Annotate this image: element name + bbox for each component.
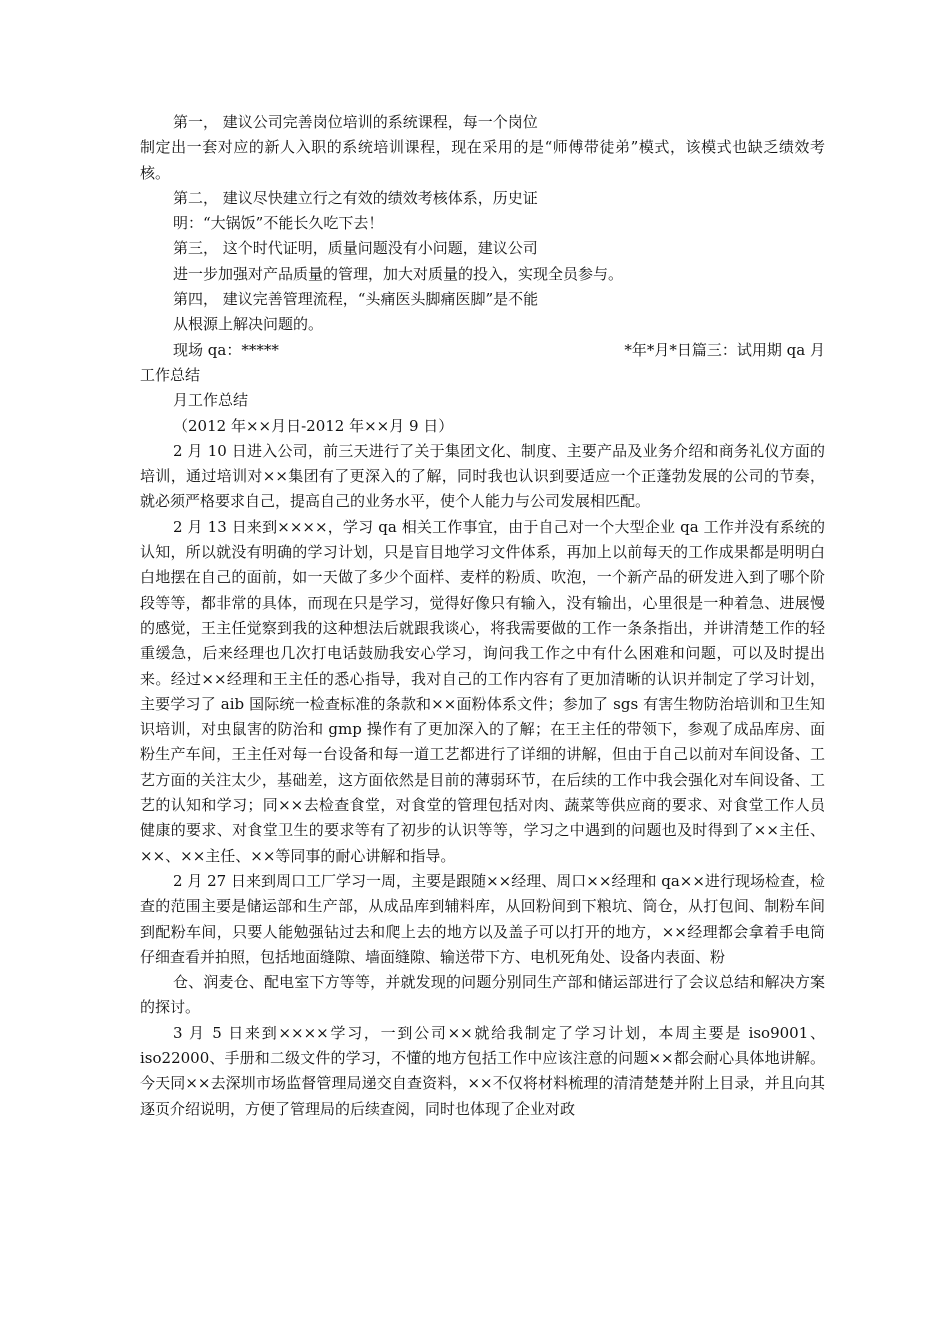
- signature-date-heading: *年*月*日篇三：试用期 qa 月: [624, 340, 825, 359]
- suggestion-3-text: 进一步加强对产品质量的管理，加大对质量的投入，实现全员参与。: [173, 264, 624, 283]
- paragraph-feb-13: 2 月 13 日来到××××，学习 qa 相关工作事宜，由于自己对一个大型企业 qa 工作并没有系统的认知，所以就没有明确的学习计划，只是盲目地学习文件体系，再加上以前每天的工作成果都是明明白白地摆在自己的面前，如一天做了多少个面样、麦样的粉质、吹泡，一个新产品的研发进入到了哪个阶段等等，都非常的具体，而现在只是学习，觉得好像只有输入，没有输出，心里很是一种着急、进展慢的感觉，王主任觉察到我的这种想法后就跟我谈心，将我需要做的工作一条条指出，并讲清楚工作的轻重缓急，后来经理也几次打电话鼓励我安心学习，询问我工作之中有什么困难和问题，可以及时提出来。经过××经理和王主任的悉心指导，我对自己的工作内容有了更加清晰的认识并制定了学习计划，主要学习了 aib 国际统一检查标准的条款和××面粉体系文件；参加了 sgs 有害生物防治培训和卫生知识培训，对虫鼠害的防治和 gmp 操作有了更加深入的了解；在王主任的带领下，参观了成品库房、面粉生产车间，王主任对每一台设备和每一道工艺都进行了详细的讲解，但由于自己以前对车间设备、工艺方面的关注太少，基础差，这方面依然是目前的薄弱环节，在后续的工作中我会强化对车间设备、工艺的认知和学习；同××去检查食堂，对食堂的管理包括对肉、蔬菜等供应商的要求、对食堂工作人员健康的要求、对食堂卫生的要求等有了初步的认识等等，学习之中遇到的问题也及时得到了××主任、××、××主任、××等同事的耐心讲解和指导。: [140, 517, 825, 865]
- paragraph-mar-5: 3 月 5 日来到××××学习，一到公司××就给我制定了学习计划，本周主要是 iso9001、iso22000、手册和二级文件的学习，不懂的地方包括工作中应该注意的问题××都会耐心具体地讲解。今天同××去深圳市场监督管理局递交自查资料，××不仅将材料梳理的清清楚楚并附上目录，并且向其逐页介绍说明，方便了管理局的后续查阅，同时也体现了企业对政: [140, 1023, 825, 1118]
- suggestion-2-text: 明：“大锅饭”不能长久吃下去！: [173, 214, 384, 233]
- suggestion-4-text: 从根源上解决问题的。: [173, 315, 324, 334]
- paragraph-feb-10: 2 月 10 日进入公司，前三天进行了关于集团文化、制度、主要产品及业务介绍和商务礼仪方面的培训，通过培训对××集团有了更深入的了解，同时我也认识到要适应一个正蓬勃发展的公司的节奏，就必须严格要求自己，提高自己的业务水平，使个人能力与公司发展相匹配。: [140, 441, 825, 511]
- paragraph-feb-27: 2 月 27 日来到周口工厂学习一周，主要是跟随××经理、周口××经理和 qa××进行现场检查，检查的范围主要是储运部和生产部，从成品库到辅料库，从回粉间到下粮坑、筒仓，从打包间、制粉车间到配粉车间，只要人能勉强钻过去和爬上去的地方以及盖子可以打开的地方，××经理都会拿着手电筒仔细查看并拍照，包括地面缝隙、墙面缝隙、输送带下方、电机死角处、设备内表面、粉: [140, 871, 825, 966]
- report-period: （2012 年××月日-2012 年××月 9 日）: [173, 416, 454, 435]
- report-title: 月工作总结: [173, 391, 249, 410]
- suggestion-3-line: 第三， 这个时代证明，质量问题没有小问题，建议公司: [173, 239, 538, 258]
- document-body: [140, 110, 825, 1122]
- section-title-cont: 工作总结: [140, 365, 201, 384]
- suggestion-2-line: 第二， 建议尽快建立行之有效的绩效考核体系，历史证: [173, 188, 538, 207]
- suggestion-4-line: 第四， 建议完善管理流程，“头痛医头脚痛医脚”是不能: [173, 290, 539, 309]
- paragraph-feb-27-cont: 仓、润麦仓、配电室下方等等，并就发现的问题分别同生产部和储运部进行了会议总结和解决方案的探讨。: [140, 973, 825, 1017]
- suggestion-1-line: 第一， 建议公司完善岗位培训的系统课程，每一个岗位: [173, 113, 538, 131]
- signature-line: [140, 338, 825, 363]
- suggestion-1-text: 制定出一套对应的新人入职的系统培训课程，现在采用的是“师傅带徒弟”模式，该模式也缺乏绩效考核。: [140, 138, 825, 182]
- signature-name: 现场 qa：*****: [173, 340, 279, 359]
